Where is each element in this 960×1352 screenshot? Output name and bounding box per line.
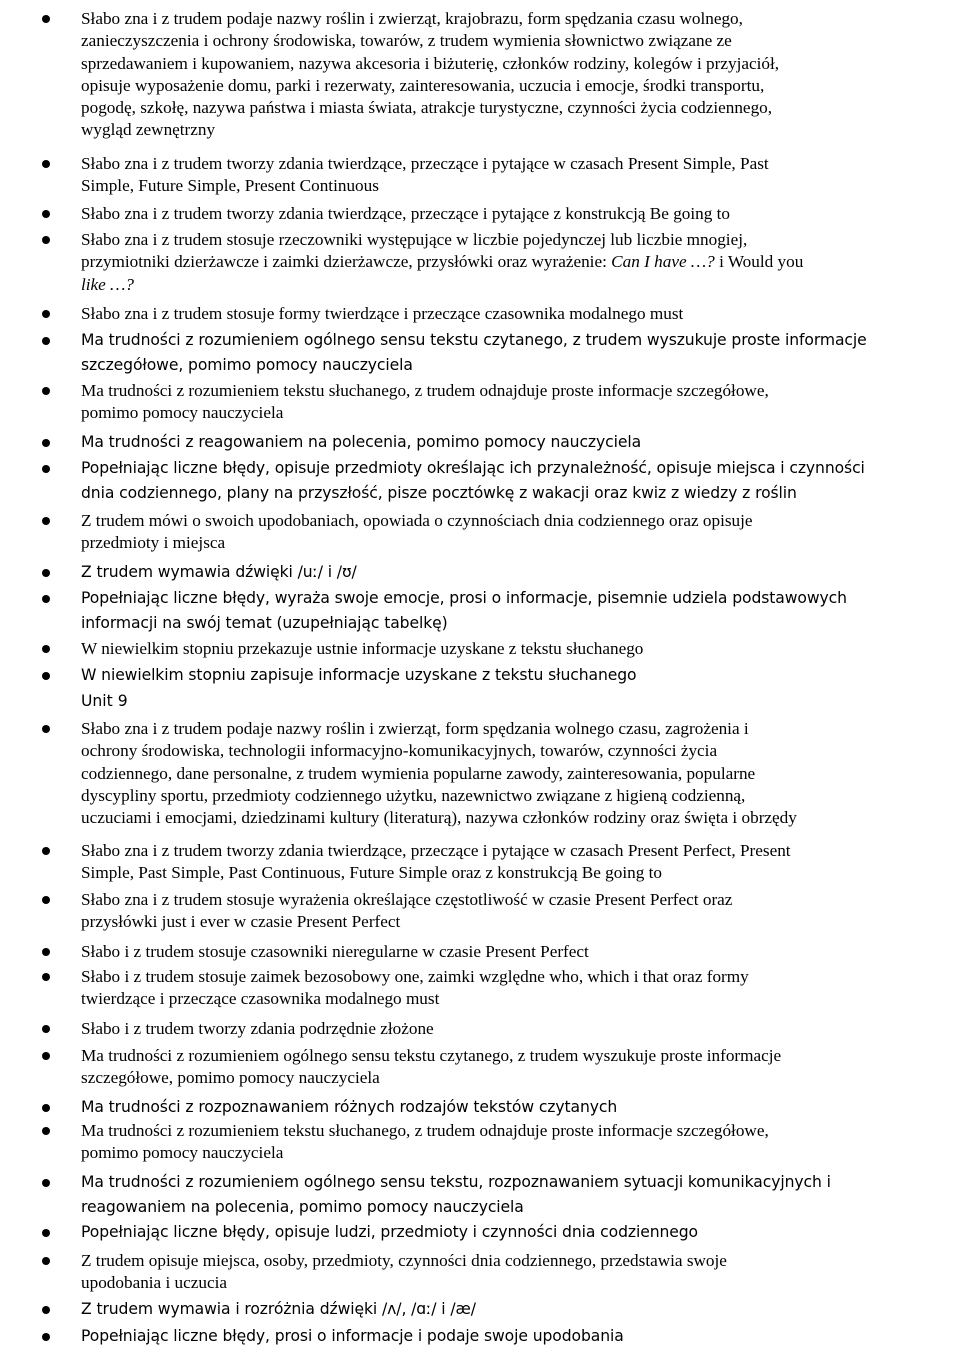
text-line: Słabo i z trudem tworzy zdania podrzędnie złożone [81, 1019, 434, 1038]
text-line: Słabo zna i z trudem tworzy zdania twierdzące, przeczące i pytające z konstrukcją Be going to [81, 204, 731, 223]
text-line: codziennego, dane personalne, z trudem wymienia popularne zawody, zainteresowania, popularne [81, 763, 756, 783]
text-line: Słabo zna i z trudem tworzy zdania twierdzące, przeczące i pytające w czasach Present Perfect, Present [81, 841, 791, 860]
bullet-dot-icon [42, 1179, 50, 1187]
bullet-text [81, 718, 946, 829]
bullet-dot-icon [42, 1257, 50, 1265]
text-line: Słabo zna i z trudem stosuje formy twierdzące i przeczące czasownika modalnego must [81, 304, 684, 323]
text-line: pogodę, szkołę, nazywa państwa i miasta świata, atrakcje turystyczne, czynności życia codziennego, [81, 98, 773, 118]
bullet-text [81, 1250, 946, 1295]
unit-heading: Unit 9 [81, 692, 128, 710]
bullet-text [81, 638, 946, 660]
bullet-dot-icon [42, 725, 50, 733]
bullet-text [81, 889, 946, 934]
text-line: Słabo zna i z trudem stosuje wyrażenia określające częstotliwość w czasie Present Perfect oraz [81, 890, 733, 909]
bullet-dot-icon [42, 973, 50, 981]
bullet-text [81, 510, 946, 555]
text-line: Z trudem mówi o swoich upodobaniach, opowiada o czynnościach dnia codziennego oraz opisuje [81, 511, 753, 530]
text-line: reagowaniem na polecenia, pomimo pomocy nauczyciela [81, 1197, 524, 1216]
bullet-dot-icon [42, 236, 50, 244]
bullet-dot-icon [42, 1229, 50, 1237]
text-line: szczegółowe, pomimo pomocy nauczyciela [81, 1068, 380, 1088]
text-line: Ma trudności z reagowaniem na polecenia, pomimo pomocy nauczyciela [81, 433, 642, 451]
text-line: W niewielkim stopniu zapisuje informacje uzyskane z tekstu słuchanego [81, 666, 637, 684]
bullet-text [81, 1120, 946, 1165]
text-line: Popełniając liczne błędy, opisuje przedmioty określając ich przynależność, opisuje miejsca i czynności [81, 459, 865, 477]
bullet-text [81, 153, 946, 198]
text-line: Słabo zna i z trudem tworzy zdania twierdzące, przeczące i pytające w czasach Present Simple, Past [81, 154, 769, 173]
text-line: informacji na swój temat (uzupełniając tabelkę) [81, 613, 448, 632]
text-line: dnia codziennego, plany na przyszłość, pisze pocztówkę z wakacji oraz kwiz z wiedzy z roślin [81, 483, 797, 502]
text-line: Ma trudności z rozumieniem tekstu słuchanego, z trudem odnajduje proste informacje szczegółowe, [81, 381, 769, 400]
bullet-dot-icon [42, 337, 50, 345]
text-line: Słabo zna i z trudem podaje nazwy roślin i zwierząt, form spędzania wolnego czasu, zagrożenia i [81, 719, 749, 738]
text-line: pomimo pomocy nauczyciela [81, 403, 284, 423]
text-line: sprzedawaniem i kupowaniem, nazywa akcesoria i biżuterię, członków rodziny, kolegów i przyjaciół, [81, 53, 780, 73]
bullet-dot-icon [42, 210, 50, 218]
bullet-text [81, 966, 946, 1011]
text-line: Ma trudności z rozpoznawaniem różnych rodzajów tekstów czytanych [81, 1098, 618, 1116]
text-line: Popełniając liczne błędy, prosi o informacje i podaje swoje upodobania [81, 1327, 624, 1345]
bullet-dot-icon [42, 1052, 50, 1060]
text-line: Słabo zna i z trudem podaje nazwy roślin i zwierząt, krajobrazu, form spędzania czasu wolnego, [81, 9, 743, 28]
bullet-text [81, 229, 946, 296]
text-line: Słabo i z trudem stosuje czasowniki nieregularne w czasie Present Perfect [81, 942, 589, 961]
bullet-dot-icon [42, 1306, 50, 1314]
bullet-dot-icon [42, 465, 50, 473]
bullet-dot-icon [42, 439, 50, 447]
bullet-text [81, 203, 946, 225]
bullet-dot-icon [42, 1104, 50, 1112]
text-line: przedmioty i miejsca [81, 533, 226, 553]
text-line: like …? [81, 274, 134, 294]
bullet-text [81, 840, 946, 885]
text-line: przymiotniki dzierżawcze i zaimki dzierżawcze, przysłówki oraz wyrażenie: Can I have …? i Would you [81, 252, 804, 272]
bullet-dot-icon [42, 896, 50, 904]
text-line: Z trudem opisuje miejsca, osoby, przedmioty, czynności dnia codziennego, przedstawia swoje [81, 1251, 727, 1270]
text-line: twierdzące i przeczące czasownika modalnego must [81, 989, 440, 1009]
text-line: dyscypliny sportu, przedmioty codziennego użytku, nazewnictwo związane z higieną codzienną, [81, 785, 746, 805]
text-line: Popełniając liczne błędy, opisuje ludzi, przedmioty i czynności dnia codziennego [81, 1223, 698, 1241]
bullet-text [81, 456, 946, 505]
text-line: Ma trudności z rozumieniem ogólnego sensu tekstu, rozpoznawaniem sytuacji komunikacyjnych i [81, 1173, 831, 1191]
bullet-text [81, 1297, 946, 1322]
text-line: Popełniając liczne błędy, wyraża swoje emocje, prosi o informacje, pisemnie udziela podstawowych [81, 589, 847, 607]
text-line: Ma trudności z rozumieniem ogólnego sensu tekstu czytanego, z trudem wyszukuje proste informacje [81, 331, 867, 349]
text-line: opisuje wyposażenie domu, parki i rezerwaty, zainteresowania, uczucia i emocje, środki transportu, [81, 75, 765, 95]
bullet-dot-icon [42, 595, 50, 603]
bullet-dot-icon [42, 847, 50, 855]
bullet-text [81, 941, 946, 963]
bullet-text [81, 1018, 946, 1040]
bullet-text [81, 1095, 946, 1120]
bullet-text [81, 1045, 946, 1090]
bullet-dot-icon [42, 1025, 50, 1033]
bullet-dot-icon [42, 1127, 50, 1135]
text-line: przysłówki just i ever w czasie Present Perfect [81, 912, 401, 932]
text-line: pomimo pomocy nauczyciela [81, 1143, 284, 1163]
text-line: Z trudem wymawia dźwięki /uː/ i /ʊ/ [81, 563, 357, 581]
bullet-text [81, 586, 946, 635]
bullet-text [81, 303, 946, 325]
bullet-dot-icon [42, 645, 50, 653]
bullet-text [81, 1220, 946, 1245]
text-line: uczuciami i emocjami, dziedzinami kultury (literaturą), nazywa członków rodziny oraz święta i obrzędy [81, 808, 797, 828]
text-line: Słabo zna i z trudem stosuje rzeczowniki występujące w liczbie pojedynczej lub liczbie mnogiej, [81, 230, 748, 249]
text-line: Simple, Past Simple, Past Continuous, Future Simple oraz z konstrukcją Be going to [81, 863, 663, 883]
text-line: Ma trudności z rozumieniem ogólnego sensu tekstu czytanego, z trudem wyszukuje proste informacje [81, 1046, 782, 1065]
text-line: Simple, Future Simple, Present Continuous [81, 176, 379, 196]
text-line: Z trudem wymawia i rozróżnia dźwięki /ʌ/, /ɑː/ i /æ/ [81, 1300, 476, 1318]
bullet-dot-icon [42, 15, 50, 23]
bullet-dot-icon [42, 387, 50, 395]
bullet-text [81, 663, 946, 688]
bullet-text [81, 328, 946, 377]
text-line: Ma trudności z rozumieniem tekstu słuchanego, z trudem odnajduje proste informacje szczegółowe, [81, 1121, 769, 1140]
bullet-text [81, 430, 946, 455]
bullet-dot-icon [42, 672, 50, 680]
bullet-dot-icon [42, 517, 50, 525]
bullet-dot-icon [42, 310, 50, 318]
text-line: zanieczyszczenia i ochrony środowiska, towarów, z trudem wymienia słownictwo związane ze [81, 31, 732, 51]
text-line: upodobania i uczucia [81, 1273, 228, 1293]
bullet-text [81, 8, 946, 142]
bullet-dot-icon [42, 948, 50, 956]
bullet-dot-icon [42, 569, 50, 577]
bullet-text [81, 1324, 946, 1349]
text-line: Słabo i z trudem stosuje zaimek bezosobowy one, zaimki względne who, which i that oraz formy [81, 967, 749, 986]
text-line: ochrony środowiska, technologii informacyjno-komunikacyjnych, towarów, czynności życia [81, 741, 718, 761]
bullet-dot-icon [42, 160, 50, 168]
bullet-text [81, 560, 946, 585]
text-line: wygląd zewnętrzny [81, 120, 216, 140]
bullet-text [81, 380, 946, 425]
text-line: W niewielkim stopniu przekazuje ustnie informacje uzyskane z tekstu słuchanego [81, 639, 644, 658]
bullet-text [81, 1170, 946, 1219]
bullet-dot-icon [42, 1333, 50, 1341]
text-line: szczegółowe, pomimo pomocy nauczyciela [81, 355, 413, 374]
